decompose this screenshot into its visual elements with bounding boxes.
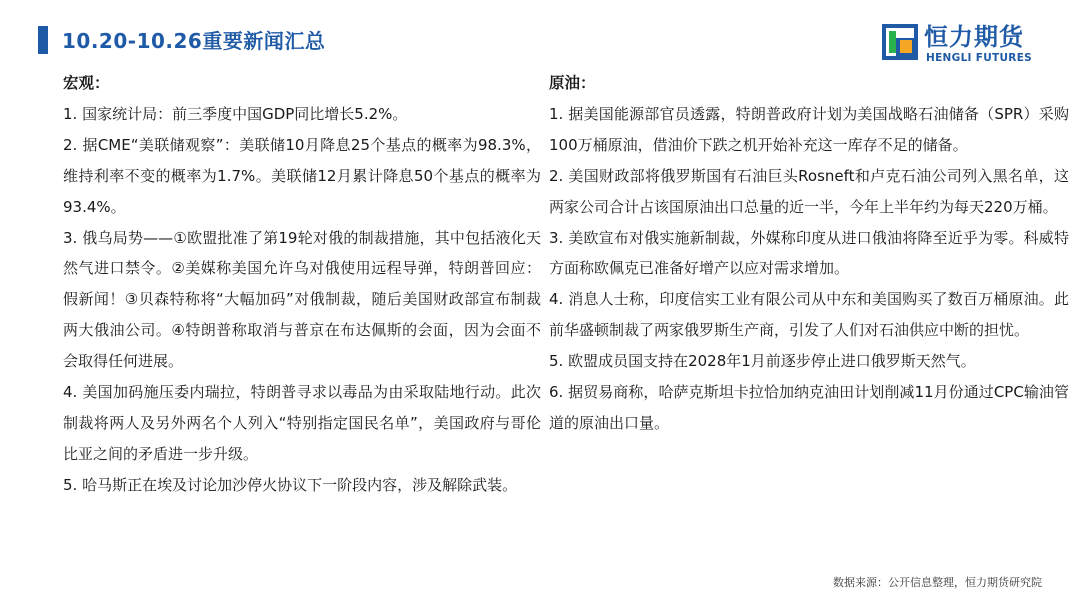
crude-oil-news-item: 2. 美国财政部将俄罗斯国有石油巨头Rosneft和卢克石油公司列入黑名单，这两家公司合计占该国原油出口总量的近一半，今年上半年约为每天220万桶。 (549, 166, 1069, 216)
macro-news-item: 1. 国家统计局：前三季度中国GDP同比增长5.2%。 (63, 104, 408, 123)
crude-oil-news-item: 3. 美欧宣布对俄实施新制裁，外媒称印度从进口俄油将降至近乎为零。科威特方面称欧佩克已准备好增产以应对需求增加。 (549, 228, 1069, 278)
crude-oil-news-item: 5. 欧盟成员国支持在2028年1月前逐步停止进口俄罗斯天然气。 (549, 352, 976, 371)
crude-oil-news-item: 4. 消息人士称，印度信实工业有限公司从中东和美国购买了数百万桶原油。此前华盛顿制裁了两家俄罗斯生产商，引发了人们对石油供应中断的担忧。 (549, 290, 1069, 340)
macro-news-item: 4. 美国加码施压委内瑞拉，特朗普寻求以毒品为由采取陆地行动。此次制裁将两人及另外两名个人列入“特别指定国民名单”，美国政府与哥伦比亚之间的矛盾进一步升级。 (63, 383, 541, 463)
company-logo (882, 22, 1062, 66)
logo-name-cn: 恒力期货 (924, 23, 1024, 51)
macro-news-column (63, 68, 541, 501)
crude-oil-news-item: 6. 据贸易商称，哈萨克斯坦卡拉恰加纳克油田计划削减11月份通过CPC输油管道的原油出口量。 (549, 383, 1069, 432)
hengli-logo-icon (882, 24, 918, 60)
title-accent-bar (38, 26, 48, 54)
macro-news-item: 3. 俄乌局势——①欧盟批准了第19轮对俄的制裁措施，其中包括液化天然气进口禁令。②美媒称美国允许乌对俄使用远程导弹，特朗普回应：假新闻！③贝森特称将“大幅加码”对俄制裁，随后美国财政部宣布制裁两大俄油公司。④特朗普称取消与普京在布达佩斯的会面，因为会面不会取得任何进展。 (63, 228, 541, 371)
crude-oil-heading: 原油： (549, 74, 596, 92)
macro-news-item: 2. 据CME“美联储观察”：美联储10月降息25个基点的概率为98.3%，维持利率不变的概率为1.7%。美联储12月累计降息50个基点的概率为93.4%。 (63, 135, 541, 216)
crude-oil-news-item: 1. 据美国能源部官员透露，特朗普政府计划为美国战略石油储备（SPR）采购100万桶原油，借油价下跌之机开始补充这一库存不足的储备。 (549, 104, 1069, 154)
macro-news-item: 5. 哈马斯正在埃及讨论加沙停火协议下一阶段内容，涉及解除武装。 (63, 475, 518, 494)
crude-oil-news-column (549, 68, 1069, 439)
data-source-note: 数据来源：公开信息整理，恒力期货研究院 (833, 576, 1042, 589)
page-title: 10.20-10.26重要新闻汇总 (62, 29, 326, 53)
logo-name-en: HENGLI FUTURES (926, 52, 1033, 64)
macro-heading: 宏观： (63, 74, 110, 92)
